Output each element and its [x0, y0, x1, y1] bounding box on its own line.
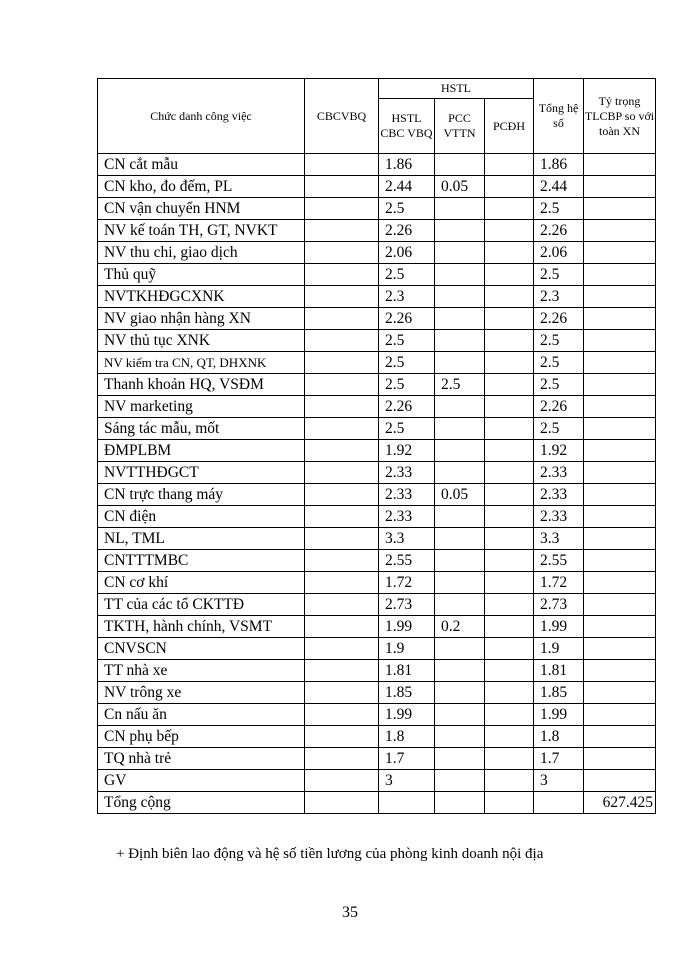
cell-hstl: 1.92 [379, 440, 435, 462]
cell-total: 2.26 [534, 396, 584, 418]
cell-cbcvbq [305, 550, 379, 572]
table-row [98, 528, 656, 550]
cell-total: 1.81 [534, 660, 584, 682]
table-row [98, 264, 656, 286]
cell-pcdh [485, 660, 534, 682]
cell-hstl: 1.9 [379, 638, 435, 660]
cell-cbcvbq [305, 176, 379, 198]
table-row [98, 220, 656, 242]
table-row [98, 660, 656, 682]
cell-pcdh [485, 418, 534, 440]
cell-hstl: 2.26 [379, 308, 435, 330]
cell-cbcvbq [305, 198, 379, 220]
cell-ratio [584, 198, 656, 220]
cell-hstl: 2.5 [379, 264, 435, 286]
cell-cbcvbq [305, 374, 379, 396]
cell-hstl: 2.5 [379, 330, 435, 352]
cell-total: 1.86 [534, 154, 584, 176]
empty-cell [435, 792, 485, 814]
salary-coefficient-table [97, 78, 656, 814]
cell-cbcvbq [305, 682, 379, 704]
cell-hstl: 1.81 [379, 660, 435, 682]
cell-ratio [584, 528, 656, 550]
cell-title: CN phụ bếp [98, 726, 305, 748]
cell-hstl: 2.5 [379, 418, 435, 440]
cell-cbcvbq [305, 396, 379, 418]
cell-ratio [584, 704, 656, 726]
cell-total: 2.44 [534, 176, 584, 198]
cell-total: 2.55 [534, 550, 584, 572]
cell-title: CN cắt mẫu [98, 154, 305, 176]
cell-ratio [584, 396, 656, 418]
cell-pcc: 2.5 [435, 374, 485, 396]
cell-title: NV thủ tục XNK [98, 330, 305, 352]
cell-ratio [584, 748, 656, 770]
cell-total: 2.26 [534, 308, 584, 330]
cell-total: 1.85 [534, 682, 584, 704]
cell-hstl: 2.33 [379, 506, 435, 528]
cell-pcc [435, 220, 485, 242]
cell-pcdh [485, 484, 534, 506]
cell-total: 1.72 [534, 572, 584, 594]
cell-cbcvbq [305, 484, 379, 506]
table-row [98, 748, 656, 770]
cell-pcdh [485, 616, 534, 638]
table-row [98, 484, 656, 506]
cell-cbcvbq [305, 638, 379, 660]
cell-pcc: 0.05 [435, 484, 485, 506]
cell-total: 1.7 [534, 748, 584, 770]
cell-title: CNTTTMBC [98, 550, 305, 572]
table-row [98, 506, 656, 528]
cell-pcdh [485, 704, 534, 726]
table-row [98, 330, 656, 352]
cell-total: 2.5 [534, 374, 584, 396]
cell-pcdh [485, 330, 534, 352]
cell-pcdh [485, 770, 534, 792]
cell-pcdh [485, 286, 534, 308]
cell-ratio [584, 264, 656, 286]
cell-title: TQ nhà trẻ [98, 748, 305, 770]
empty-cell [305, 792, 379, 814]
cell-hstl: 2.73 [379, 594, 435, 616]
header-hstl-cbc-vbq: HSTL CBC VBQ [379, 99, 435, 154]
table-body [98, 154, 656, 814]
cell-hstl: 3 [379, 770, 435, 792]
cell-ratio [584, 506, 656, 528]
page-number: 35 [342, 904, 358, 921]
cell-title: NV kiểm tra CN, QT, DHXNK [98, 352, 305, 374]
cell-pcdh [485, 748, 534, 770]
cell-total: 2.3 [534, 286, 584, 308]
cell-total: 2.5 [534, 330, 584, 352]
cell-cbcvbq [305, 748, 379, 770]
cell-pcc [435, 154, 485, 176]
cell-ratio [584, 770, 656, 792]
cell-ratio [584, 242, 656, 264]
cell-total: 2.5 [534, 198, 584, 220]
cell-hstl: 2.5 [379, 352, 435, 374]
table-row [98, 770, 656, 792]
cell-pcc: 0.2 [435, 616, 485, 638]
cell-title: CNVSCN [98, 638, 305, 660]
cell-title: NV thu chi, giao dịch [98, 242, 305, 264]
section-note: + Định biên lao động và hệ số tiền lương của phòng kinh doanh nội địa [116, 846, 544, 862]
cell-hstl: 2.06 [379, 242, 435, 264]
cell-cbcvbq [305, 440, 379, 462]
cell-total: 2.06 [534, 242, 584, 264]
cell-title: NVTTHĐGCT [98, 462, 305, 484]
cell-hstl: 2.44 [379, 176, 435, 198]
table-row [98, 594, 656, 616]
cell-hstl: 2.3 [379, 286, 435, 308]
cell-cbcvbq [305, 352, 379, 374]
cell-pcdh [485, 506, 534, 528]
cell-cbcvbq [305, 572, 379, 594]
header-cbcvbq: CBCVBQ [305, 79, 379, 154]
cell-hstl: 2.26 [379, 396, 435, 418]
cell-hstl: 1.7 [379, 748, 435, 770]
cell-ratio [584, 220, 656, 242]
table-row [98, 682, 656, 704]
cell-cbcvbq [305, 462, 379, 484]
header-hstl: HSTL [379, 79, 534, 99]
empty-cell [379, 792, 435, 814]
cell-pcc [435, 286, 485, 308]
total-label: Tổng cộng [98, 792, 305, 814]
cell-ratio [584, 176, 656, 198]
cell-pcc [435, 418, 485, 440]
cell-title: CN trực thang máy [98, 484, 305, 506]
table-row [98, 352, 656, 374]
cell-ratio [584, 594, 656, 616]
cell-ratio [584, 440, 656, 462]
cell-title: TT nhà xe [98, 660, 305, 682]
header-ratio: Tỷ trọng TLCBP so với toàn XN [584, 79, 656, 154]
cell-pcdh [485, 638, 534, 660]
cell-total: 2.5 [534, 264, 584, 286]
cell-pcc [435, 506, 485, 528]
cell-ratio [584, 462, 656, 484]
cell-pcc [435, 308, 485, 330]
cell-pcdh [485, 462, 534, 484]
cell-hstl: 2.26 [379, 220, 435, 242]
cell-pcc [435, 242, 485, 264]
cell-title: TKTH, hành chính, VSMT [98, 616, 305, 638]
cell-pcdh [485, 440, 534, 462]
table-row [98, 396, 656, 418]
cell-hstl: 2.33 [379, 462, 435, 484]
cell-pcc [435, 198, 485, 220]
cell-ratio [584, 352, 656, 374]
cell-pcc [435, 638, 485, 660]
cell-pcc [435, 704, 485, 726]
empty-cell [485, 792, 534, 814]
cell-title: Cn nấu ăn [98, 704, 305, 726]
cell-pcc [435, 770, 485, 792]
cell-total: 1.8 [534, 726, 584, 748]
cell-pcc [435, 396, 485, 418]
cell-hstl: 2.33 [379, 484, 435, 506]
cell-title: NV trông xe [98, 682, 305, 704]
cell-pcdh [485, 352, 534, 374]
cell-total: 2.5 [534, 352, 584, 374]
cell-ratio [584, 308, 656, 330]
table-row [98, 198, 656, 220]
cell-ratio [584, 418, 656, 440]
cell-title: TT của các tổ CKTTĐ [98, 594, 305, 616]
cell-hstl: 2.5 [379, 198, 435, 220]
cell-pcdh [485, 264, 534, 286]
cell-pcc [435, 594, 485, 616]
table-row [98, 242, 656, 264]
cell-total: 1.99 [534, 616, 584, 638]
cell-ratio [584, 330, 656, 352]
cell-pcc [435, 264, 485, 286]
cell-cbcvbq [305, 154, 379, 176]
table-row [98, 572, 656, 594]
table-row [98, 704, 656, 726]
cell-cbcvbq [305, 660, 379, 682]
cell-pcdh [485, 528, 534, 550]
table-row [98, 726, 656, 748]
cell-pcc [435, 748, 485, 770]
cell-hstl: 2.5 [379, 374, 435, 396]
cell-pcc [435, 440, 485, 462]
cell-cbcvbq [305, 506, 379, 528]
cell-pcdh [485, 550, 534, 572]
cell-pcdh [485, 242, 534, 264]
cell-pcc [435, 550, 485, 572]
table-row [98, 550, 656, 572]
table-row [98, 440, 656, 462]
table-row [98, 176, 656, 198]
cell-cbcvbq [305, 242, 379, 264]
cell-total: 2.33 [534, 484, 584, 506]
cell-ratio [584, 638, 656, 660]
cell-pcdh [485, 572, 534, 594]
cell-total: 3 [534, 770, 584, 792]
cell-cbcvbq [305, 594, 379, 616]
cell-title: CN kho, đo đếm, PL [98, 176, 305, 198]
cell-ratio [584, 682, 656, 704]
cell-title: Thanh khoản HQ, VSĐM [98, 374, 305, 396]
cell-cbcvbq [305, 308, 379, 330]
cell-pcdh [485, 308, 534, 330]
cell-total: 1.9 [534, 638, 584, 660]
cell-pcc [435, 352, 485, 374]
empty-cell [534, 792, 584, 814]
cell-pcdh [485, 374, 534, 396]
cell-pcc [435, 572, 485, 594]
cell-pcdh [485, 220, 534, 242]
cell-total: 2.5 [534, 418, 584, 440]
cell-title: NV giao nhận hàng XN [98, 308, 305, 330]
cell-ratio [584, 550, 656, 572]
cell-hstl: 1.99 [379, 704, 435, 726]
cell-total: 2.33 [534, 462, 584, 484]
table-row [98, 462, 656, 484]
cell-title: ĐMPLBM [98, 440, 305, 462]
cell-cbcvbq [305, 264, 379, 286]
cell-cbcvbq [305, 418, 379, 440]
cell-hstl: 1.72 [379, 572, 435, 594]
cell-cbcvbq [305, 220, 379, 242]
cell-cbcvbq [305, 286, 379, 308]
cell-title: NV marketing [98, 396, 305, 418]
cell-ratio [584, 154, 656, 176]
table-row [98, 418, 656, 440]
cell-pcc [435, 660, 485, 682]
cell-ratio [584, 374, 656, 396]
cell-total: 1.92 [534, 440, 584, 462]
cell-ratio [584, 726, 656, 748]
cell-title: CN vận chuyển HNM [98, 198, 305, 220]
cell-pcdh [485, 176, 534, 198]
cell-hstl: 1.85 [379, 682, 435, 704]
table-row [98, 616, 656, 638]
header-total-coef: Tổng hệ số [534, 79, 584, 154]
total-ratio: 627.425 [584, 792, 656, 814]
cell-cbcvbq [305, 704, 379, 726]
cell-pcdh [485, 726, 534, 748]
cell-title: NV kế toán TH, GT, NVKT [98, 220, 305, 242]
cell-hstl: 3.3 [379, 528, 435, 550]
cell-cbcvbq [305, 330, 379, 352]
table-row [98, 286, 656, 308]
cell-title: Sáng tác mẫu, mốt [98, 418, 305, 440]
cell-cbcvbq [305, 770, 379, 792]
header-job-title: Chức danh công việc [98, 79, 305, 154]
cell-pcdh [485, 682, 534, 704]
total-row [98, 792, 656, 814]
cell-pcc [435, 528, 485, 550]
table-row [98, 638, 656, 660]
cell-pcc: 0.05 [435, 176, 485, 198]
cell-title: NL, TML [98, 528, 305, 550]
cell-pcc [435, 330, 485, 352]
cell-title: CN điện [98, 506, 305, 528]
cell-hstl: 1.86 [379, 154, 435, 176]
header-pcc-vttn: PCC VTTN [435, 99, 485, 154]
cell-cbcvbq [305, 616, 379, 638]
cell-pcdh [485, 198, 534, 220]
cell-pcc [435, 682, 485, 704]
cell-ratio [584, 484, 656, 506]
cell-total: 1.99 [534, 704, 584, 726]
table-row [98, 374, 656, 396]
cell-ratio [584, 286, 656, 308]
header-pcdh: PCĐH [485, 99, 534, 154]
cell-cbcvbq [305, 726, 379, 748]
cell-total: 2.26 [534, 220, 584, 242]
cell-title: NVTKHĐGCXNK [98, 286, 305, 308]
cell-ratio [584, 616, 656, 638]
cell-title: CN cơ khí [98, 572, 305, 594]
cell-hstl: 1.99 [379, 616, 435, 638]
cell-title: Thủ quỹ [98, 264, 305, 286]
cell-hstl: 1.8 [379, 726, 435, 748]
cell-ratio [584, 572, 656, 594]
cell-cbcvbq [305, 528, 379, 550]
cell-total: 2.33 [534, 506, 584, 528]
cell-pcdh [485, 396, 534, 418]
cell-title: GV [98, 770, 305, 792]
cell-pcdh [485, 594, 534, 616]
table-row [98, 154, 656, 176]
table-row [98, 308, 656, 330]
cell-pcc [435, 462, 485, 484]
cell-total: 2.73 [534, 594, 584, 616]
cell-ratio [584, 660, 656, 682]
cell-pcdh [485, 154, 534, 176]
cell-pcc [435, 726, 485, 748]
cell-total: 3.3 [534, 528, 584, 550]
cell-hstl: 2.55 [379, 550, 435, 572]
